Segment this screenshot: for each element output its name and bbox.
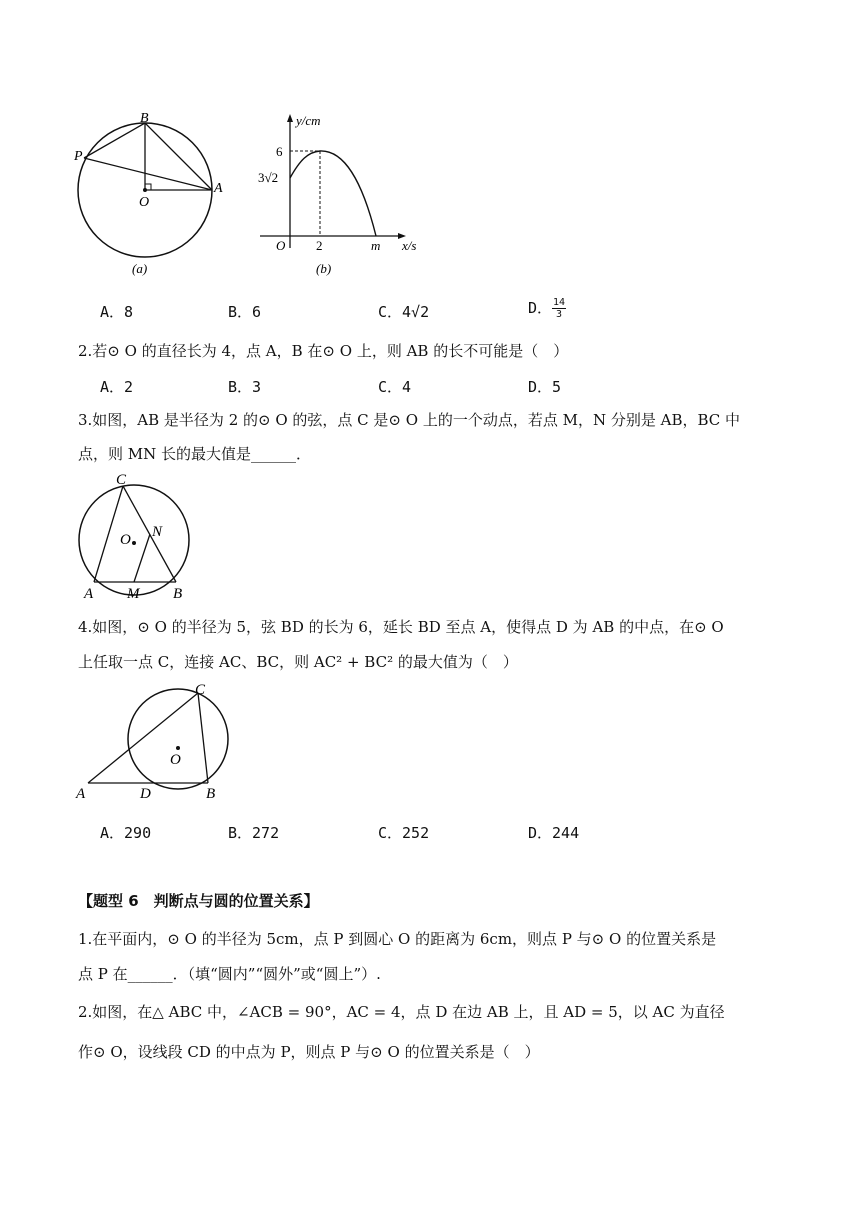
q1-option-d-prefix: D．: [528, 299, 553, 317]
segment-BA: [145, 123, 212, 190]
circle-q4: [128, 689, 228, 789]
y-tick-6: 6: [276, 144, 283, 159]
label-C: C: [116, 472, 127, 488]
q4-option-a[interactable]: A．290: [100, 824, 152, 842]
figure-a: [72, 108, 242, 278]
denominator: 3: [556, 309, 563, 320]
s2-line2: 作⊙ O，设线段 CD 的中点为 P，则点 P 与⊙ O 的位置关系是（ ）: [78, 1043, 540, 1061]
label-O: O: [139, 195, 150, 210]
q1-option-d[interactable]: [528, 297, 566, 320]
figure-b: [252, 108, 432, 278]
origin-label: O: [276, 238, 286, 253]
caption-b: (b): [316, 261, 332, 276]
y-axis-label: y/cm: [296, 113, 321, 128]
label-B: B: [140, 111, 149, 126]
segment-AC: [88, 693, 198, 783]
label-A: A: [76, 786, 86, 802]
figure-q3: [72, 470, 202, 604]
q2-text: 2.若⊙ O 的直径长为 4，点 A，B 在⊙ O 上，则 AB 的长不可能是（ ）: [78, 342, 569, 360]
label-M: M: [127, 586, 140, 602]
segment-MN: [134, 534, 150, 582]
caption-a: (a): [132, 261, 148, 276]
q1-option-a[interactable]: A．8: [100, 303, 134, 321]
s1-line2: 点 P 在______．（填“圆内”“圆外”或“圆上”）.: [78, 965, 381, 983]
segment-PA: [84, 158, 212, 190]
center-dot-a: [143, 188, 147, 192]
label-B: B: [173, 586, 183, 602]
q2-option-d[interactable]: D．5: [528, 378, 562, 396]
q4-line2: 上任取一点 C，连接 AC、BC，则 AC² + BC² 的最大值为（ ）: [78, 653, 518, 671]
numerator: 14: [553, 297, 566, 308]
figure-q4: [72, 680, 242, 804]
center-dot-q3: [132, 541, 136, 545]
label-A: A: [214, 181, 223, 196]
section-title: 【题型 6 判断点与圆的位置关系】: [78, 892, 319, 910]
y-axis-arrow: [287, 114, 293, 122]
x-tick-m: m: [371, 238, 381, 253]
q3-line2: 点，则 MN 长的最大值是______．: [78, 445, 312, 463]
label-O: O: [170, 752, 181, 768]
q4-option-d[interactable]: D．244: [528, 824, 580, 842]
q1-option-b[interactable]: B．6: [228, 303, 262, 321]
center-dot-q4: [176, 746, 180, 750]
label-A: A: [84, 586, 94, 602]
label-O: O: [120, 532, 131, 548]
label-B: B: [206, 786, 216, 802]
fraction: [552, 297, 566, 320]
label-C: C: [195, 682, 206, 698]
q3-line1: 3.如图，AB 是半径为 2 的⊙ O 的弦，点 C 是⊙ O 上的一个动点，若点 M，N 分别是 AB，BC 中: [78, 411, 741, 429]
q4-option-c[interactable]: C．252: [378, 824, 430, 842]
label-D: D: [140, 786, 151, 802]
segment-AC: [94, 486, 123, 582]
q1-option-c[interactable]: C．4√2: [378, 303, 430, 321]
q2-option-a[interactable]: A．2: [100, 378, 134, 396]
q4-option-b[interactable]: B．272: [228, 824, 280, 842]
q2-option-b[interactable]: B．3: [228, 378, 262, 396]
y-tick-3root2: 3√2: [258, 170, 279, 185]
function-curve: [290, 151, 376, 236]
label-N: N: [152, 524, 163, 540]
s2-line1: 2.如图，在△ ABC 中，∠ACB = 90°，AC = 4，点 D 在边 AB 上，且 AD = 5，以 AC 为直径: [78, 1003, 725, 1021]
segment-CB: [198, 693, 208, 783]
label-P: P: [74, 149, 83, 164]
q4-line1: 4.如图，⊙ O 的半径为 5，弦 BD 的长为 6，延长 BD 至点 A，使得点 D 为 AB 的中点，在⊙ O: [78, 618, 724, 636]
q2-option-c[interactable]: C．4: [378, 378, 412, 396]
segment-PB: [84, 123, 145, 158]
x-axis-label: x/s: [402, 238, 417, 253]
x-tick-2: 2: [316, 238, 323, 253]
s1-line1: 1.在平面内，⊙ O 的半径为 5cm，点 P 到圆心 O 的距离为 6cm，则点 P 与⊙ O 的位置关系是: [78, 930, 717, 948]
